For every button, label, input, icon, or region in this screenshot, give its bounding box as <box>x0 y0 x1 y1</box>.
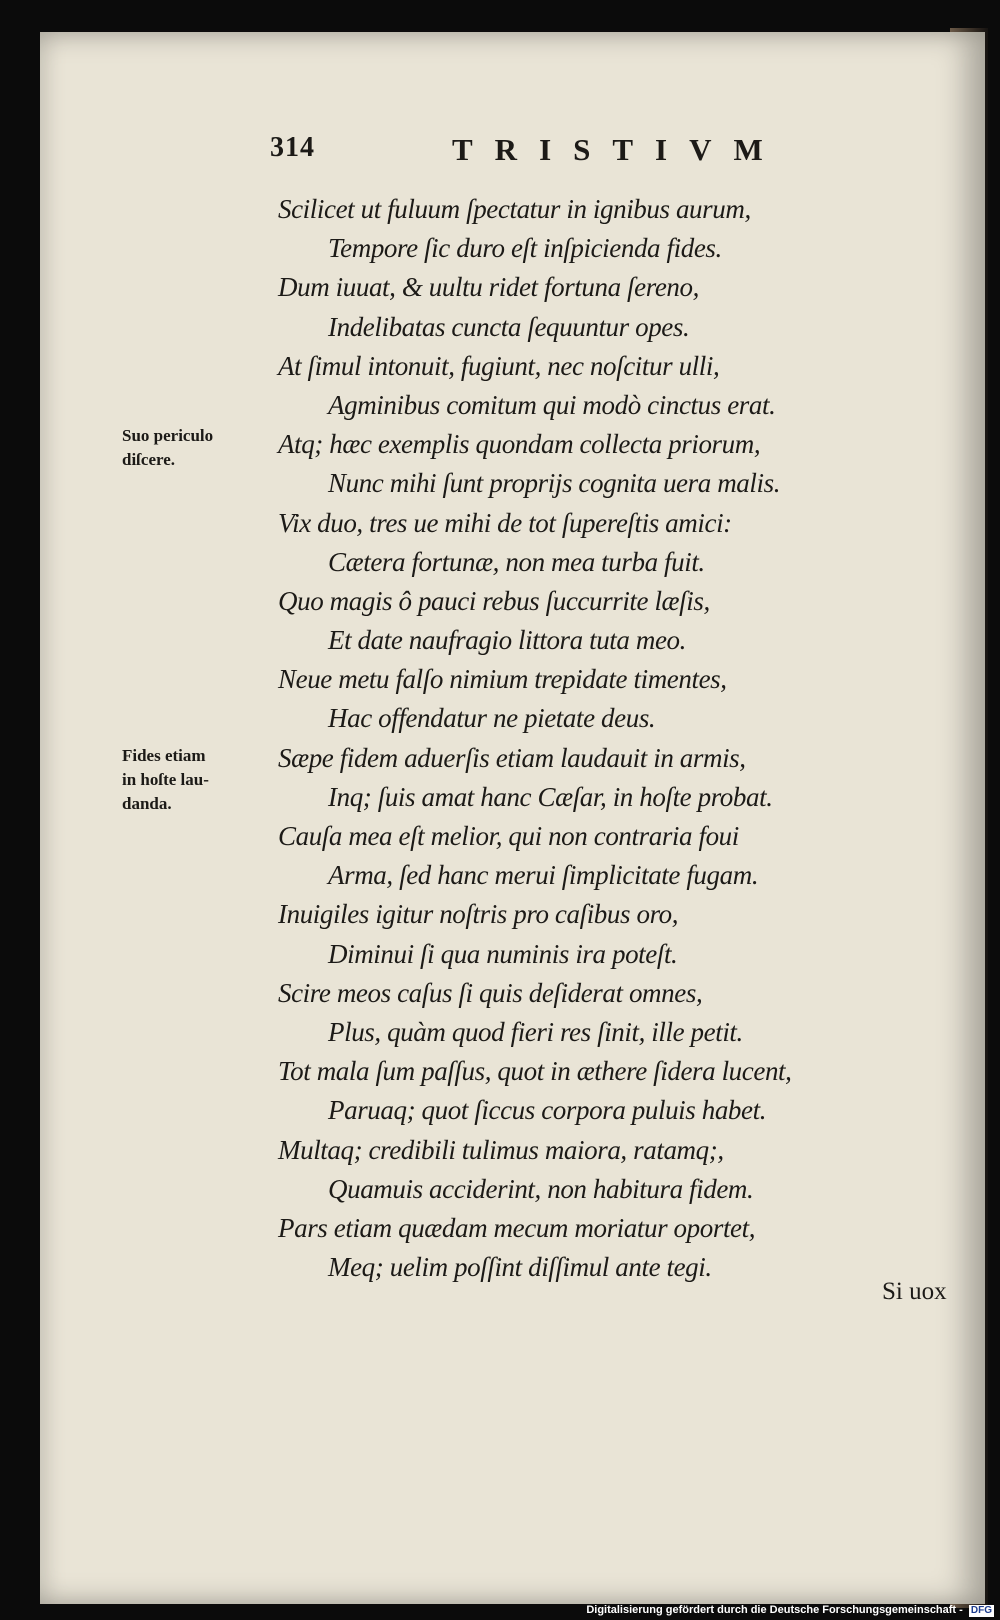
margin-note-line: danda. <box>122 794 172 813</box>
verse-line: Cætera fortunæ, non mea turba fuit. <box>328 546 705 577</box>
verse-line: Atq; hæc exemplis quondam collecta priorum, <box>278 429 761 460</box>
verse-line: Indelibatas cuncta ſequuntur opes. <box>328 311 690 342</box>
verse-line: Multaq; credibili tulimus maiora, ratamq;, <box>278 1134 724 1165</box>
verse-line: Hac offendatur ne pietate deus. <box>328 703 656 734</box>
verse-line: Scilicet ut fuluum ſpectatur in ignibus aurum, <box>278 194 751 224</box>
verse-line: At ſimul intonuit, fugiunt, nec noſcitur ulli, <box>278 350 720 381</box>
verse-line: Scire meos caſus ſi quis deſiderat omnes, <box>278 977 703 1008</box>
verse-line: Quo magis ô pauci rebus ſuccurrite læſis, <box>278 585 710 616</box>
verse-line: Cauſa mea eſt melior, qui non contraria foui <box>278 821 739 851</box>
verse-line: Sæpe fidem aduerſis etiam laudauit in armis, <box>278 742 746 773</box>
verse-line: Et date naufragio littora tuta meo. <box>328 625 686 656</box>
verse-line: Arma, ſed hanc merui ſimplicitate fugam. <box>328 860 759 891</box>
catchword: Si uox <box>882 1278 947 1305</box>
margin-note-line: diſcere. <box>122 450 176 469</box>
margin-note-line: Suo periculo <box>122 426 214 445</box>
margin-note <box>122 744 282 816</box>
verse-text <box>278 190 878 1287</box>
verse-line: Diminui ſi qua numinis ira poteſt. <box>328 938 678 969</box>
verse-line: Inq; ſuis amat hanc Cæſar, in hoſte probat. <box>328 781 773 812</box>
margin-note-line: in hoſte lau- <box>122 770 209 789</box>
verse-line: Inuigiles igitur noſtris pro caſibus oro, <box>278 899 679 930</box>
verse-line: Plus, quàm quod fieri res ſinit, ille petit. <box>328 1016 743 1047</box>
verse-line: Agminibus comitum qui modò cinctus erat. <box>328 389 776 420</box>
margin-note-line: Fides etiam <box>122 746 206 765</box>
verse-line: Tempore ſic duro eſt inſpicienda fides. <box>328 233 722 264</box>
verse-line: Tot mala ſum paſſus, quot in æthere ſidera lucent, <box>278 1056 792 1087</box>
digitization-credit <box>586 1604 994 1617</box>
verse-line: Quamuis acciderint, non habitura fidem. <box>328 1173 754 1204</box>
verse-line: Dum iuuat, & uultu ridet fortuna ſereno, <box>278 272 699 303</box>
verse-line: Paruaq; quot ſiccus corpora puluis habet. <box>328 1095 767 1126</box>
running-title: TRISTIVM <box>452 132 785 167</box>
page-number: 314 <box>270 132 315 163</box>
verse-line: Neue metu falſo nimium trepidate timentes, <box>278 664 727 695</box>
margin-note <box>122 424 282 472</box>
verse-line: Pars etiam quædam mecum moriatur oportet, <box>278 1212 756 1243</box>
verse-line: Vix duo, tres ue mihi de tot ſupereſtis amici: <box>278 507 732 538</box>
verse-line: Nunc mihi ſunt proprijs cognita uera malis. <box>328 468 781 499</box>
credit-text: Digitalisierung gefördert durch die Deutsche Forschungsgemeinschaft - <box>586 1604 963 1616</box>
page-header <box>0 132 1000 172</box>
verse-line: Meq; uelim poſſint diſſimul ante tegi. <box>328 1252 712 1283</box>
dfg-logo: DFG <box>970 1605 992 1616</box>
